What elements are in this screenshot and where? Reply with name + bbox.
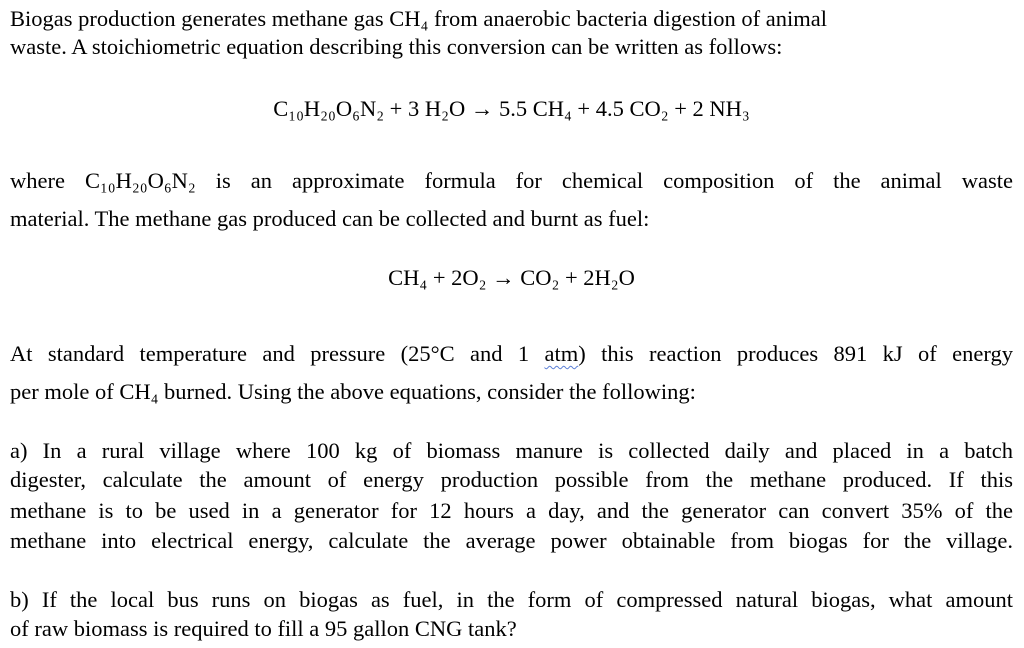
where-line-1: where C₁₀H₂₀O₆N₂ is an approximate formula for chemical composition of the animal waste: [10, 168, 1013, 193]
stp-line-1: [10, 340, 1013, 368]
intro-line-2: waste. A stoichiometric equation describing this conversion can be written as follows:: [10, 34, 783, 59]
digestion-equation: C₁₀H₂₀O₆N₂ + 3 H₂O → 5.5 CH₄ + 4.5 CO₂ + 2 NH₃: [273, 96, 750, 121]
part-a-line-2: digester, calculate the amount of energy production possible from the methane produced. If this: [10, 467, 1013, 492]
part-a-line-3: methane is to be used in a generator for 12 hours a day, and the generator can convert 35% of the: [10, 498, 1013, 523]
part-b-line-2: of raw biomass is required to fill a 95 gallon CNG tank?: [10, 616, 517, 641]
where-line-2: material. The methane gas produced can be collected and burnt as fuel:: [10, 206, 650, 231]
stp-text-after: ) this reaction produces 891 kJ of energy: [578, 341, 1013, 366]
part-b-line-1: b) If the local bus runs on biogas as fuel, in the form of compressed natural biogas, what amount: [10, 587, 1013, 612]
part-a-line-4: methane into electrical energy, calculate the average power obtainable from biogas for the village.: [10, 528, 1013, 553]
intro-line-1: Biogas production generates methane gas CH₄ from anaerobic bacteria digestion of animal: [10, 6, 827, 31]
stp-text-before: At standard temperature and pressure (25°C and 1: [10, 341, 545, 366]
combustion-equation: CH₄ + 2O₂ → CO₂ + 2H₂O: [388, 265, 635, 290]
atm-unit: atm: [544, 341, 579, 366]
stp-line-2: per mole of CH₄ burned. Using the above equations, consider the following:: [10, 379, 696, 404]
part-a-line-1: a) In a rural village where 100 kg of biomass manure is collected daily and placed in a batch: [10, 438, 1013, 463]
